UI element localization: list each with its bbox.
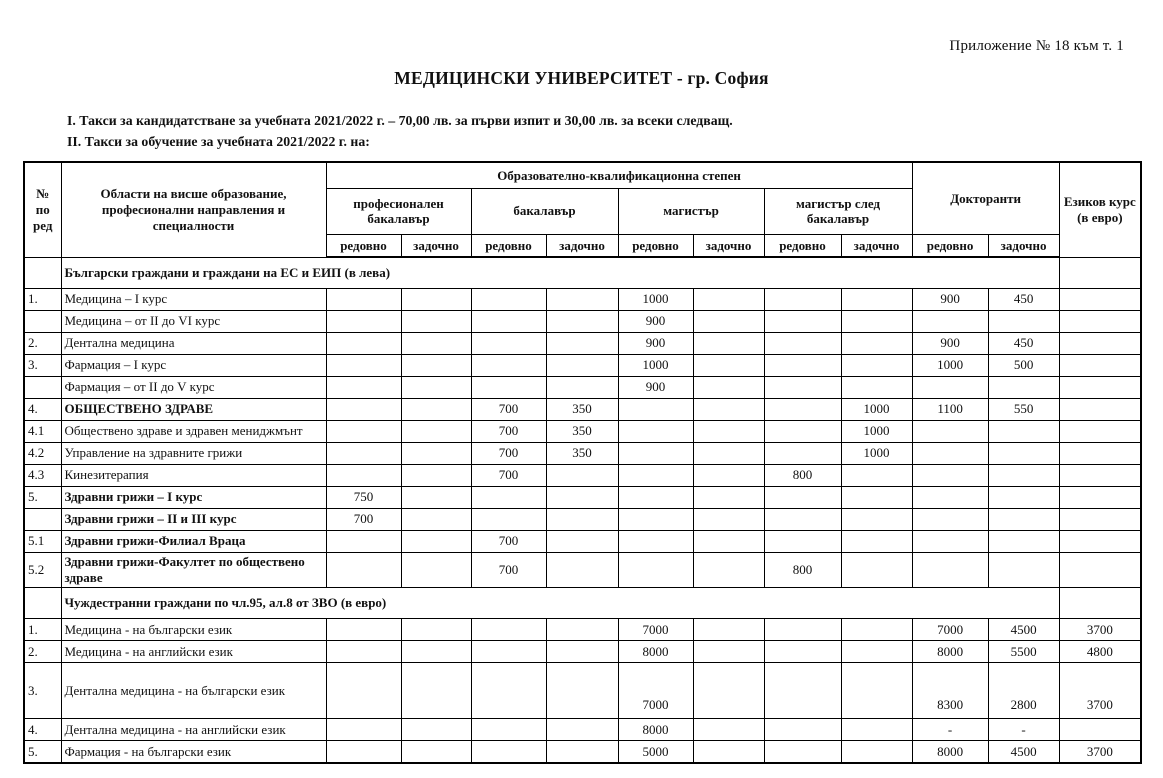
fee-value-cell: 1000 — [841, 420, 912, 442]
fee-value-cell — [841, 719, 912, 741]
fee-value-cell — [546, 486, 618, 508]
specialty-label-cell: Здравни грижи – II и III курс — [61, 508, 326, 530]
fee-value-cell: 8000 — [618, 641, 693, 663]
fee-value-cell: 700 — [471, 464, 546, 486]
table-row — [24, 464, 1141, 486]
fee-value-cell: 900 — [618, 332, 693, 354]
fee-value-cell — [693, 741, 764, 763]
fee-value-cell: 2800 — [988, 663, 1059, 719]
header-mode-part: задочно — [841, 234, 912, 257]
fee-value-cell: 450 — [988, 332, 1059, 354]
fee-value-cell — [618, 552, 693, 588]
specialty-label-cell: ОБЩЕСТВЕНО ЗДРАВЕ — [61, 398, 326, 420]
fee-value-cell: 700 — [471, 530, 546, 552]
specialty-label-cell: Медицина – от II до VI курс — [61, 310, 326, 332]
fee-value-cell — [471, 486, 546, 508]
fee-value-cell — [988, 530, 1059, 552]
fee-value-cell — [988, 420, 1059, 442]
fee-value-cell: 1000 — [618, 354, 693, 376]
specialty-label-cell: Дентална медицина - на български език — [61, 663, 326, 719]
fee-value-cell — [912, 464, 988, 486]
fee-value-cell — [1059, 486, 1141, 508]
fee-value-cell — [693, 332, 764, 354]
fee-value-cell — [471, 288, 546, 310]
fee-value-cell: - — [912, 719, 988, 741]
fee-value-cell — [764, 332, 841, 354]
row-number-cell: 5.1 — [24, 530, 61, 552]
fee-value-cell — [693, 530, 764, 552]
header-mode-full: редовно — [912, 234, 988, 257]
specialty-label-cell: Медицина - на английски език — [61, 641, 326, 663]
fee-value-cell — [841, 530, 912, 552]
fee-value-cell — [1059, 508, 1141, 530]
header-mode-full: редовно — [471, 234, 546, 257]
fee-value-cell: 550 — [988, 398, 1059, 420]
fee-value-cell — [1059, 552, 1141, 588]
fee-value-cell: 1000 — [912, 354, 988, 376]
fee-value-cell: 8000 — [912, 641, 988, 663]
header-mode-part: задочно — [693, 234, 764, 257]
fee-value-cell — [546, 332, 618, 354]
fee-value-cell — [764, 530, 841, 552]
fee-value-cell: 1000 — [841, 398, 912, 420]
fee-value-cell — [912, 310, 988, 332]
fee-value-cell — [1059, 398, 1141, 420]
header-mode-full: редовно — [764, 234, 841, 257]
fee-value-cell — [546, 552, 618, 588]
header-mode-part: задочно — [401, 234, 471, 257]
fee-value-cell — [764, 641, 841, 663]
row-number-cell — [24, 508, 61, 530]
table-row — [24, 310, 1141, 332]
fee-value-cell — [326, 354, 401, 376]
fee-value-cell — [546, 663, 618, 719]
fee-value-cell — [912, 420, 988, 442]
fee-value-cell — [764, 508, 841, 530]
fee-value-cell: 700 — [471, 552, 546, 588]
fee-value-cell — [401, 741, 471, 763]
table-row — [24, 288, 1141, 310]
fee-value-cell: 700 — [471, 420, 546, 442]
fee-value-cell — [988, 376, 1059, 398]
specialty-label-cell: Фармация – I курс — [61, 354, 326, 376]
fee-value-cell: 350 — [546, 420, 618, 442]
fee-value-cell — [693, 719, 764, 741]
fee-value-cell — [764, 741, 841, 763]
fee-value-cell — [401, 354, 471, 376]
fee-value-cell — [546, 288, 618, 310]
row-number-cell: 5.2 — [24, 552, 61, 588]
header-language-course: Езиков курс (в евро) — [1059, 162, 1141, 257]
row-number-cell: 4.3 — [24, 464, 61, 486]
specialty-label-cell: Дентална медицина — [61, 332, 326, 354]
fee-value-cell — [546, 508, 618, 530]
table-row — [24, 332, 1141, 354]
fee-value-cell — [401, 619, 471, 641]
fee-value-cell — [471, 354, 546, 376]
fee-value-cell — [693, 641, 764, 663]
fee-line-application: I. Такси за кандидатстване за учебната 2021/2022 г. – 70,00 лв. за първи изпит и 30,00 лв. за всеки следващ. — [67, 113, 733, 128]
fee-value-cell — [764, 310, 841, 332]
row-number-cell: 5. — [24, 486, 61, 508]
fee-value-cell — [693, 398, 764, 420]
fee-value-cell: 900 — [618, 376, 693, 398]
fee-value-cell — [471, 376, 546, 398]
specialty-label-cell: Обществено здраве и здравен мениджмънт — [61, 420, 326, 442]
fee-value-cell — [471, 508, 546, 530]
header-degree-master: магистър — [618, 188, 764, 234]
fee-value-cell: 7000 — [912, 619, 988, 641]
fee-value-cell — [988, 464, 1059, 486]
fee-value-cell — [841, 552, 912, 588]
fee-value-cell: 8000 — [912, 741, 988, 763]
section-header-row — [24, 588, 1141, 619]
fee-value-cell — [546, 354, 618, 376]
fee-value-cell — [326, 530, 401, 552]
fee-value-cell — [693, 420, 764, 442]
fee-value-cell — [618, 530, 693, 552]
fee-value-cell — [618, 420, 693, 442]
section-language-cell — [1059, 588, 1141, 619]
fee-value-cell — [471, 741, 546, 763]
table-row — [24, 376, 1141, 398]
fee-value-cell — [693, 288, 764, 310]
table-row — [24, 530, 1141, 552]
table-row — [24, 508, 1141, 530]
specialty-label-cell: Фармация – от II до V курс — [61, 376, 326, 398]
fee-value-cell — [841, 486, 912, 508]
table-row — [24, 442, 1141, 464]
header-degree-span: Образователно-квалификационна степен — [326, 162, 912, 188]
row-number-cell: 5. — [24, 741, 61, 763]
fee-value-cell — [401, 332, 471, 354]
fee-value-cell — [401, 486, 471, 508]
fee-value-cell: 8000 — [618, 719, 693, 741]
fee-value-cell — [401, 398, 471, 420]
fee-value-cell — [326, 332, 401, 354]
fee-value-cell — [764, 354, 841, 376]
tuition-fees-table — [23, 161, 1142, 764]
fee-value-cell — [326, 398, 401, 420]
fee-value-cell — [1059, 719, 1141, 741]
header-mode-full: редовно — [326, 234, 401, 257]
fee-value-cell — [841, 288, 912, 310]
fee-value-cell — [1059, 420, 1141, 442]
fee-value-cell — [1059, 288, 1141, 310]
fee-value-cell — [401, 442, 471, 464]
fee-value-cell: 7000 — [618, 663, 693, 719]
fee-value-cell — [1059, 310, 1141, 332]
fee-value-cell: 8300 — [912, 663, 988, 719]
fee-value-cell: 750 — [326, 486, 401, 508]
fee-value-cell — [326, 376, 401, 398]
annex-note: Приложение № 18 към т. 1 — [949, 38, 1124, 54]
header-degree-bachelor: бакалавър — [471, 188, 618, 234]
row-number-cell: 4.2 — [24, 442, 61, 464]
specialty-label-cell: Медицина - на български език — [61, 619, 326, 641]
fee-value-cell — [912, 486, 988, 508]
fee-value-cell — [401, 508, 471, 530]
fee-value-cell — [841, 663, 912, 719]
fee-value-cell — [401, 376, 471, 398]
fee-value-cell: 3700 — [1059, 741, 1141, 763]
fee-value-cell — [401, 464, 471, 486]
section-number-cell — [24, 588, 61, 619]
fee-value-cell — [326, 552, 401, 588]
row-number-cell: 3. — [24, 354, 61, 376]
fee-value-cell — [693, 508, 764, 530]
fee-value-cell — [401, 420, 471, 442]
table-row — [24, 486, 1141, 508]
fee-value-cell: 4500 — [988, 741, 1059, 763]
row-number-cell: 4. — [24, 719, 61, 741]
specialty-label-cell: Здравни грижи – I курс — [61, 486, 326, 508]
fee-value-cell — [1059, 442, 1141, 464]
fee-value-cell — [326, 464, 401, 486]
fee-value-cell — [471, 641, 546, 663]
fee-value-cell: 700 — [326, 508, 401, 530]
specialty-label-cell: Здравни грижи-Факултет по обществено здраве — [61, 552, 326, 588]
fee-value-cell — [764, 719, 841, 741]
fee-value-cell: 900 — [618, 310, 693, 332]
fee-value-cell — [546, 530, 618, 552]
row-number-cell: 2. — [24, 641, 61, 663]
fee-value-cell — [988, 486, 1059, 508]
fee-value-cell — [841, 310, 912, 332]
row-number-cell: 3. — [24, 663, 61, 719]
fee-value-cell — [912, 508, 988, 530]
fee-value-cell — [988, 508, 1059, 530]
fee-value-cell: 350 — [546, 398, 618, 420]
fee-value-cell — [401, 663, 471, 719]
table-row — [24, 619, 1141, 641]
fee-value-cell — [546, 310, 618, 332]
table-row — [24, 663, 1141, 719]
fee-value-cell: 700 — [471, 442, 546, 464]
fee-value-cell: 350 — [546, 442, 618, 464]
fee-value-cell: 700 — [471, 398, 546, 420]
fee-value-cell — [1059, 530, 1141, 552]
fee-value-cell — [693, 354, 764, 376]
section-title-cell: Чуждестранни граждани по чл.95, ал.8 от ЗВО (в евро) — [61, 588, 1059, 619]
section-header-row — [24, 257, 1141, 288]
fee-value-cell — [764, 486, 841, 508]
fee-value-cell: 4500 — [988, 619, 1059, 641]
fee-value-cell — [841, 464, 912, 486]
fee-value-cell — [764, 619, 841, 641]
fee-value-cell — [546, 719, 618, 741]
specialty-label-cell: Управление на здравните грижи — [61, 442, 326, 464]
row-number-cell: 4. — [24, 398, 61, 420]
fee-value-cell — [326, 442, 401, 464]
fee-value-cell — [401, 719, 471, 741]
fee-value-cell — [471, 310, 546, 332]
tuition-fees-table-body — [24, 257, 1141, 763]
row-number-cell — [24, 310, 61, 332]
page-title: МЕДИЦИНСКИ УНИВЕРСИТЕТ - гр. София — [394, 68, 769, 88]
header-doctoral: Докторанти — [912, 162, 1059, 234]
table-row — [24, 354, 1141, 376]
fee-value-cell — [546, 619, 618, 641]
fee-value-cell — [618, 508, 693, 530]
header-degree-master-after-bachelor: магистър след бакалавър — [764, 188, 912, 234]
fee-value-cell: 3700 — [1059, 663, 1141, 719]
table-row — [24, 641, 1141, 663]
fee-value-cell — [326, 719, 401, 741]
fee-value-cell: 1000 — [841, 442, 912, 464]
fee-value-cell: 500 — [988, 354, 1059, 376]
fee-value-cell — [326, 741, 401, 763]
fee-value-cell: 450 — [988, 288, 1059, 310]
fee-value-cell — [693, 619, 764, 641]
specialty-label-cell: Медицина – I курс — [61, 288, 326, 310]
fee-value-cell — [326, 288, 401, 310]
fee-value-cell — [471, 719, 546, 741]
fee-value-cell — [401, 310, 471, 332]
fee-value-cell — [618, 464, 693, 486]
fee-value-cell — [401, 552, 471, 588]
table-row — [24, 719, 1141, 741]
row-number-cell: 1. — [24, 619, 61, 641]
specialty-label-cell: Кинезитерапия — [61, 464, 326, 486]
intro-block — [67, 111, 1140, 152]
fee-value-cell: 1100 — [912, 398, 988, 420]
fee-value-cell — [326, 641, 401, 663]
fee-value-cell — [693, 464, 764, 486]
fee-value-cell — [471, 619, 546, 641]
fee-value-cell: 900 — [912, 332, 988, 354]
fee-value-cell — [618, 398, 693, 420]
fee-value-cell: 800 — [764, 464, 841, 486]
fee-value-cell — [471, 332, 546, 354]
fee-value-cell — [912, 530, 988, 552]
row-number-cell — [24, 376, 61, 398]
fee-value-cell: 900 — [912, 288, 988, 310]
fee-value-cell — [764, 398, 841, 420]
specialty-label-cell: Здравни грижи-Филиал Враца — [61, 530, 326, 552]
fee-value-cell: 800 — [764, 552, 841, 588]
header-degree-professional-bachelor: професионален бакалавър — [326, 188, 471, 234]
fee-value-cell — [401, 530, 471, 552]
header-mode-part: задочно — [988, 234, 1059, 257]
fee-value-cell — [841, 641, 912, 663]
section-language-cell — [1059, 257, 1141, 288]
fee-value-cell — [326, 420, 401, 442]
fee-value-cell — [912, 552, 988, 588]
fee-value-cell — [841, 332, 912, 354]
fee-value-cell: - — [988, 719, 1059, 741]
fee-value-cell — [912, 376, 988, 398]
header-area: Области на висше образование, професионални направления и специалности — [61, 162, 326, 257]
fee-value-cell: 1000 — [618, 288, 693, 310]
fee-value-cell — [841, 741, 912, 763]
fee-value-cell — [618, 486, 693, 508]
table-row — [24, 552, 1141, 588]
fee-value-cell — [841, 508, 912, 530]
fee-value-cell — [546, 741, 618, 763]
fee-value-cell — [326, 663, 401, 719]
fee-value-cell — [326, 310, 401, 332]
header-mode-part: задочно — [546, 234, 618, 257]
fee-value-cell — [988, 442, 1059, 464]
row-number-cell: 2. — [24, 332, 61, 354]
fee-value-cell — [1059, 354, 1141, 376]
fee-value-cell — [764, 376, 841, 398]
fee-value-cell — [471, 663, 546, 719]
header-mode-full: редовно — [618, 234, 693, 257]
row-number-cell: 1. — [24, 288, 61, 310]
table-row — [24, 741, 1141, 763]
fee-value-cell — [988, 310, 1059, 332]
fee-value-cell — [841, 376, 912, 398]
fee-value-cell — [764, 288, 841, 310]
fee-value-cell — [693, 442, 764, 464]
fee-value-cell — [693, 663, 764, 719]
fee-value-cell — [764, 663, 841, 719]
row-number-cell: 4.1 — [24, 420, 61, 442]
fee-value-cell — [841, 354, 912, 376]
fee-value-cell — [401, 641, 471, 663]
table-row — [24, 398, 1141, 420]
section-number-cell — [24, 257, 61, 288]
fee-value-cell: 5000 — [618, 741, 693, 763]
fee-line-tuition: II. Такси за обучение за учебната 2021/2022 г. на: — [67, 133, 370, 149]
fee-value-cell: 3700 — [1059, 619, 1141, 641]
header-row-number: № по ред — [24, 162, 61, 257]
fee-value-cell — [546, 464, 618, 486]
specialty-label-cell: Фармация - на български език — [61, 741, 326, 763]
fee-value-cell: 4800 — [1059, 641, 1141, 663]
fee-value-cell — [1059, 332, 1141, 354]
fee-value-cell — [841, 619, 912, 641]
fee-value-cell: 5500 — [988, 641, 1059, 663]
table-row — [24, 420, 1141, 442]
section-title-cell: Български граждани и граждани на ЕС и ЕИП (в лева) — [61, 257, 1059, 288]
fee-value-cell — [1059, 464, 1141, 486]
fee-value-cell — [326, 619, 401, 641]
fee-value-cell — [988, 552, 1059, 588]
fee-value-cell — [693, 486, 764, 508]
fee-value-cell — [693, 310, 764, 332]
fee-value-cell — [1059, 376, 1141, 398]
fee-value-cell — [618, 442, 693, 464]
fee-value-cell — [546, 641, 618, 663]
fee-value-cell — [693, 552, 764, 588]
fee-value-cell — [693, 376, 764, 398]
fee-value-cell — [401, 288, 471, 310]
fee-value-cell — [764, 420, 841, 442]
fee-value-cell — [764, 442, 841, 464]
fee-value-cell — [546, 376, 618, 398]
fee-value-cell: 7000 — [618, 619, 693, 641]
fee-value-cell — [912, 442, 988, 464]
specialty-label-cell: Дентална медицина - на английски език — [61, 719, 326, 741]
